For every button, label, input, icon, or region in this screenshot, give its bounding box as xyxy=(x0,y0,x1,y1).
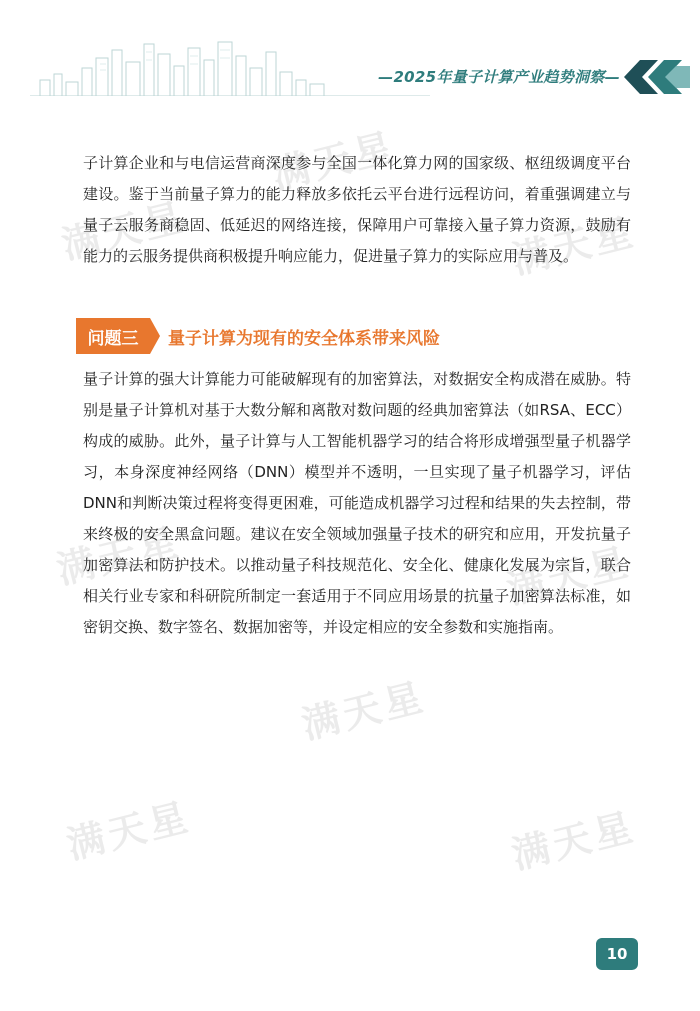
body-paragraph-2: 量子计算的强大计算能力可能破解现有的加密算法，对数据安全构成潜在威胁。特别是量子计算机对基于大数分解和离散对数问题的经典加密算法（如RSA、ECC）构成的威胁。此外，量子计算与人工智能机器学习的结合将形成增强型量子机器学习，本身深度神经网络（DNN）模型并不透明，一旦实现了量子机器学习，评估DNN和判断决策过程将变得更困难，可能造成机器学习过程和结果的失去控制，带来终极的安全黑盒问题。建议在安全领域加强量子技术的研究和应用，开发抗量子加密算法和防护技术。以推动量子科技规范化、安全化、健康化发展为宗旨，联合相关行业专家和科研院所制定一套适用于不同应用场景的抗量子加密算法标准，如密钥交换、数字签名、数据加密等，并设定相应的安全参数和实施指南。 xyxy=(83,370,631,636)
page-header xyxy=(0,0,700,110)
body-paragraph-1: 子计算企业和与电信运营商深度参与全国一体化算力网的国家级、枢纽级调度平台建设。鉴于当前量子算力的能力释放多依托云平台进行远程访问，着重强调建立与量子云服务商稳固、低延迟的网络连接，保障用户可靠接入量子算力资源，鼓励有能力的云服务提供商积极提升响应能力，促进量子算力的实际应用与普及。 xyxy=(83,154,631,265)
section-tag: 问题三 xyxy=(76,318,150,354)
page-number-badge: 10 xyxy=(596,938,638,970)
city-skyline-graphic xyxy=(30,40,430,96)
section-heading xyxy=(76,318,636,354)
watermark: 满天星 xyxy=(502,539,636,613)
header-title: —2025年量子计算产业趋势洞察— xyxy=(378,68,620,86)
chevron-decoration-icon xyxy=(624,60,690,94)
watermark: 满天星 xyxy=(52,519,186,593)
watermark: 满天星 xyxy=(297,674,431,748)
section-tag-arrow-icon xyxy=(150,318,160,354)
watermark: 满天星 xyxy=(57,194,191,268)
section-title: 量子计算为现有的安全体系带来风险 xyxy=(168,329,440,349)
watermark: 满天星 xyxy=(507,804,641,878)
watermark: 满天星 xyxy=(507,209,641,283)
watermark: 满天星 xyxy=(267,124,401,198)
watermark: 满天星 xyxy=(62,794,196,868)
